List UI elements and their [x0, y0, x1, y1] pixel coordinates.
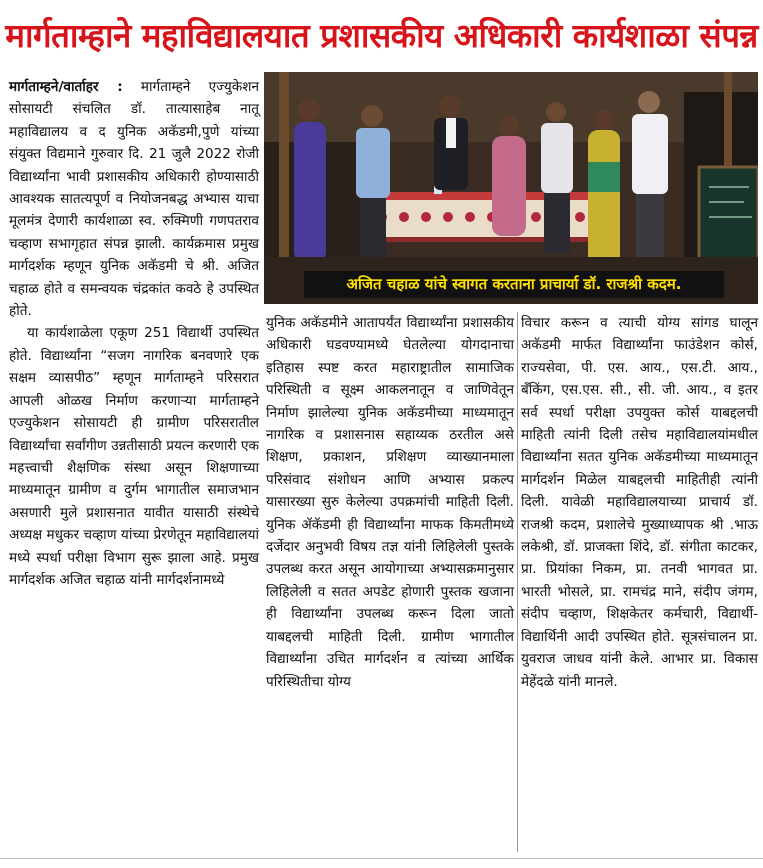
article-paragraph: विचार करून व त्याची योग्य सांगड घालून अकॅडमी मार्फत विद्यार्थ्यांना फाउंडेशन कोर्स, राज्यसेवा, पी. एस. आय., एस.टी. आय., बँकिंग, एस.एस. सी., सी. जी. आय., व इतर सर्व स्पर्धा परीक्षा उपयुक्त कोर्स याबद्दलची माहिती त्यांनी दिली तसेच महाविद्यालयांमधील विद्यार्थ्यांना सतत युनिक अकॅडमीच्या माध्यमातून मार्गदर्शन मिळेल याबद्दलची माहितीही त्यांनी दिली. यावेळी महाविद्यालयाच्या प्राचार्य डॉ. राजश्री कदम, प्रशालेचे मुख्याध्यापक श्री .भाऊ लकेश्री, डॉ. प्राजक्ता शिंदे, डॉ. संगीता काटकर, प्रा. प्रियांका निकम, प्रा. तनवी भागवत प्रा. भारती भोसले, प्रा. रामचंद्र माने, संदीप जंगम, संदीप चव्हाण, शिक्षकेतर कर्मचारी, विद्यार्थी- विद्यार्थिनी आदी उपस्थित होते. सूत्रसंचालन प्रा. युवराज जाधव यांनी केले. आभार प्रा. विकास मेहेंदळे यांनी मानले.: [521, 315, 758, 690]
photo-caption: अजित चहाळ यांचे स्वागत करताना प्राचार्या डॉ. राजश्री कदम.: [304, 271, 724, 298]
article-paragraph: या कार्यशाळेला एकूण 251 विद्यार्थी उपस्थित होते. विद्यार्थ्यांना “सजग नागरिक बनवणारे एक सक्षम व्यासपीठ” म्हणून मार्गताम्हने परिसरात आपली ओळख निर्माण करणाऱ्या मार्गताम्हने एज्युकेशन सोसायटी ही ग्रामीण परिसरातील विद्यार्थ्यांचा सर्वांगीण उन्नतीसाठी प्रयत्न करणारी एक महत्त्वाची शैक्षणिक संस्था असून शिक्षणाच्या माध्यमातून ग्रामीण व दुर्गम भागातील समाजभान असणारी मुले प्रशासनात यावीत यासाठी संस्थेचे अध्यक्ष मधुकर चव्हाण यांच्या प्रेरणेतून महाविद्यालयां मध्ये स्पर्धा परीक्षा विभाग सुरू झाला आहे. प्रमुख मार्गदर्शक अजित चहाळ यांनी मार्गदर्शनामध्ये: [9, 325, 259, 588]
article-paragraph: युनिक अकॅडमीने आतापर्यंत विद्यार्थ्यांना प्रशासकीय अधिकारी घडवण्यामध्ये घेतलेल्या योगदानाचा इतिहास स्पष्ट करत महाराष्ट्रातील सामाजिक परिस्थिती व सूक्ष्म आकलनातून व जाणिवेतून निर्माण झालेल्या युनिक अकॅडमीच्या माध्यमातून नागरिक व प्रशासनास सहाय्यक ठरतील असे शिक्षण, प्रकाशन, प्रशिक्षण व्याख्यानमाला परिसंवाद संशोधन आणि अभ्यास प्रकल्प यासारख्या सुरु केलेल्या उपक्रमांची माहिती दिली. युनिक ॲकॅडमी ही विद्यार्थ्यांना माफक किमतीमध्ये दर्जेदार अनुभवी विषय तज्ञ यांनी लिहिलेली पुस्तके उपलब्ध करत असून आयोगाच्या अभ्यासक्रमानुसार लिहिलेली व सतत अपडेट होणारी पुस्तक खजाना ही विद्यार्थ्यांना उपलब्ध करून दिला जातो याबद्दलची माहिती दिली. ग्रामीण भागातील विद्यार्थ्यांना उचित मार्गदर्शन व त्यांच्या आर्थिक परिस्थितीचा योग्य: [266, 315, 514, 690]
paragraph-text: मार्गताम्हने एज्युकेशन सोसायटी संचलित डॉ. तात्यासाहेब नातू महाविद्यालय व द युनिक अकॅडमी,पुणे यांच्या संयुक्त विद्यमाने गुरुवार दि. 21 जुलै 2022 रोजी विद्यार्थ्यांना भावी प्रशासकीय अधिकारी होण्यासाठी आवश्यक सातत्यपूर्ण व नियोजनबद्ध अभ्यास याचा मूलमंत्र देणारी कार्यशाळा स्व. रुक्मिणी गणपतराव चव्हाण सभागृहात संपन्न झाली. कार्यक्रमास प्रमुख मार्गदर्शक म्हणून युनिक अकॅडमी चे श्री. अजित चहाळ होते व समन्वयक चंद्रकांत कवठे हे उपस्थित होते.: [9, 79, 260, 320]
article-column-1: [9, 76, 259, 591]
event-photo: [264, 72, 758, 304]
bottom-rule: [0, 858, 763, 859]
article-column-3: [521, 312, 758, 693]
column-divider: [517, 312, 518, 852]
article-column-2: [266, 312, 514, 693]
headline: मार्गताम्हाने महाविद्यालयात प्रशासकीय अधिकारी कार्यशाळा संपन्न: [5, 15, 758, 55]
photo-illustration: [264, 72, 758, 304]
dateline: मार्गताम्हने/वार्ताहर :: [9, 79, 123, 95]
article-paragraph: [9, 76, 259, 322]
